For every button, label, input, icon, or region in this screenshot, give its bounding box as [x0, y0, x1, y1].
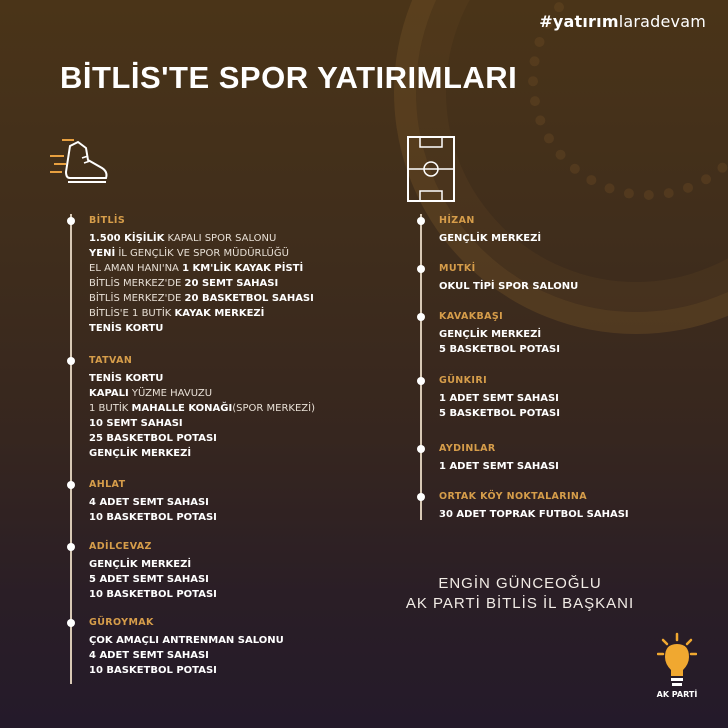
investment-item [89, 246, 314, 261]
investment-item [439, 507, 629, 522]
investment-item [439, 406, 560, 421]
investment-text: TENİS KORTU [89, 323, 164, 334]
timeline-dot [67, 481, 75, 489]
ak-parti-logo [646, 632, 708, 710]
investment-item [89, 306, 314, 321]
investment-item [89, 510, 217, 525]
investment-item [89, 633, 284, 648]
investment-text: YÜZME HAVUZU [128, 388, 213, 399]
investment-text: KAPALI [89, 388, 129, 399]
investment-item [89, 371, 315, 386]
region-section [420, 374, 560, 421]
investment-text: (SPOR MERKEZİ) [232, 403, 315, 414]
investment-text: 1 ADET SEMT SAHASI [439, 461, 559, 472]
investment-item [89, 663, 284, 678]
investment-text: OKUL TİPİ SPOR SALONU [439, 281, 579, 292]
region-section [70, 354, 315, 461]
region-header: ORTAK KÖY NOKTALARINA [439, 491, 588, 502]
timeline-dot [417, 217, 425, 225]
lightbulb-logo-icon [657, 632, 697, 688]
investment-text: BİTLİS MERKEZ'DE [89, 278, 185, 289]
investment-text: GENÇLİK MERKEZİ [89, 559, 192, 570]
investment-item [89, 276, 314, 291]
investment-text: BİTLİS'E 1 BUTİK [89, 308, 175, 319]
investment-text: 4 ADET SEMT SAHASI [89, 497, 209, 508]
football-field-icon [406, 135, 456, 203]
investment-text: 10 BASKETBOL POTASI [89, 665, 217, 676]
investment-text: 1 ADET SEMT SAHASI [439, 393, 559, 404]
investment-text: MAHALLE KONAĞI [131, 403, 233, 414]
investment-item [439, 279, 578, 294]
region-header: BİTLİS [89, 215, 126, 226]
region-header: GÜROYMAK [89, 617, 154, 628]
investment-text: 10 SEMT SAHASI [89, 418, 183, 429]
region-section [420, 262, 578, 294]
investment-item [89, 495, 217, 510]
investment-item [439, 459, 559, 474]
region-section [70, 616, 284, 678]
region-header: MUTKİ [439, 263, 476, 274]
region-section [420, 310, 560, 357]
timeline-dot [417, 313, 425, 321]
investment-item [89, 401, 315, 416]
investment-text: 1 KM'LİK KAYAK PİSTİ [182, 263, 304, 274]
region-header: ADİLCEVAZ [89, 541, 152, 552]
timeline-line [420, 214, 422, 520]
investment-text: 5 BASKETBOL POTASI [439, 344, 560, 355]
investment-text: 10 BASKETBOL POTASI [89, 512, 217, 523]
investment-item [89, 231, 314, 246]
investment-text: EL AMAN HANI'NA [89, 263, 183, 274]
investment-text: 20 SEMT SAHASI [184, 278, 279, 289]
hashtag: #yatırımlaradevam [539, 12, 706, 31]
region-header: KAVAKBAŞI [439, 311, 504, 322]
investment-text: GENÇLİK MERKEZİ [439, 329, 542, 340]
investment-text: TENİS KORTU [89, 373, 164, 384]
investment-text: 1.500 KİŞİLİK [89, 233, 165, 244]
region-header: GÜNKIRI [439, 375, 488, 386]
logo-label: AK PARTİ [656, 690, 698, 699]
investment-text: 5 BASKETBOL POTASI [439, 408, 560, 419]
running-shoe-icon [48, 138, 110, 188]
region-section [70, 478, 217, 525]
investment-item [89, 648, 284, 663]
investment-text: 5 ADET SEMT SAHASI [89, 574, 209, 585]
investment-text: İL GENÇLİK VE SPOR MÜDÜRLÜĞÜ [115, 248, 289, 259]
investment-text: 4 ADET SEMT SAHASI [89, 650, 209, 661]
region-section [420, 490, 629, 522]
timeline-dot [417, 445, 425, 453]
investment-item [89, 431, 315, 446]
signature-name: ENGİN GÜNCEOĞLU [438, 575, 602, 592]
investment-text: KAYAK MERKEZİ [174, 308, 265, 319]
investment-item [89, 557, 217, 572]
investment-item [89, 321, 314, 336]
timeline-dot [67, 217, 75, 225]
region-header: HİZAN [439, 215, 475, 226]
timeline-dot [417, 265, 425, 273]
region-header: AHLAT [89, 479, 126, 490]
investment-text: BİTLİS MERKEZ'DE [89, 293, 185, 304]
page-title: BİTLİS'TE SPOR YATIRIMLARI [60, 60, 518, 95]
investment-text: 25 BASKETBOL POTASI [89, 433, 217, 444]
investment-item [89, 572, 217, 587]
investment-item [89, 587, 217, 602]
region-section [70, 214, 314, 336]
investment-item [439, 391, 560, 406]
timeline-dot [417, 493, 425, 501]
region-section [420, 214, 541, 246]
investment-text: 30 ADET TOPRAK FUTBOL SAHASI [439, 509, 629, 520]
investment-item [89, 416, 315, 431]
timeline-dot [417, 377, 425, 385]
region-section [70, 540, 217, 602]
region-section [420, 442, 559, 474]
investment-text: 10 BASKETBOL POTASI [89, 589, 217, 600]
investment-item [89, 386, 315, 401]
investment-text: ÇOK AMAÇLI ANTRENMAN SALONU [89, 635, 284, 646]
region-header: AYDINLAR [439, 443, 496, 454]
investment-text: 1 BUTİK [89, 403, 132, 414]
investment-item [439, 327, 560, 342]
investment-text: GENÇLİK MERKEZİ [89, 448, 192, 459]
signature [400, 574, 640, 614]
timeline-dot [67, 619, 75, 627]
investment-item [439, 231, 541, 246]
investment-text: 20 BASKETBOL SAHASI [184, 293, 314, 304]
investment-text: YENİ [89, 248, 116, 259]
investment-text: GENÇLİK MERKEZİ [439, 233, 542, 244]
region-header: TATVAN [89, 355, 133, 366]
timeline-dot [67, 543, 75, 551]
investment-text: KAPALI SPOR SALONU [164, 233, 277, 244]
investment-item [439, 342, 560, 357]
investment-item [89, 446, 315, 461]
timeline-dot [67, 357, 75, 365]
investment-item [89, 291, 314, 306]
investment-item [89, 261, 314, 276]
signature-role: AK PARTİ BİTLİS İL BAŞKANI [405, 595, 635, 612]
